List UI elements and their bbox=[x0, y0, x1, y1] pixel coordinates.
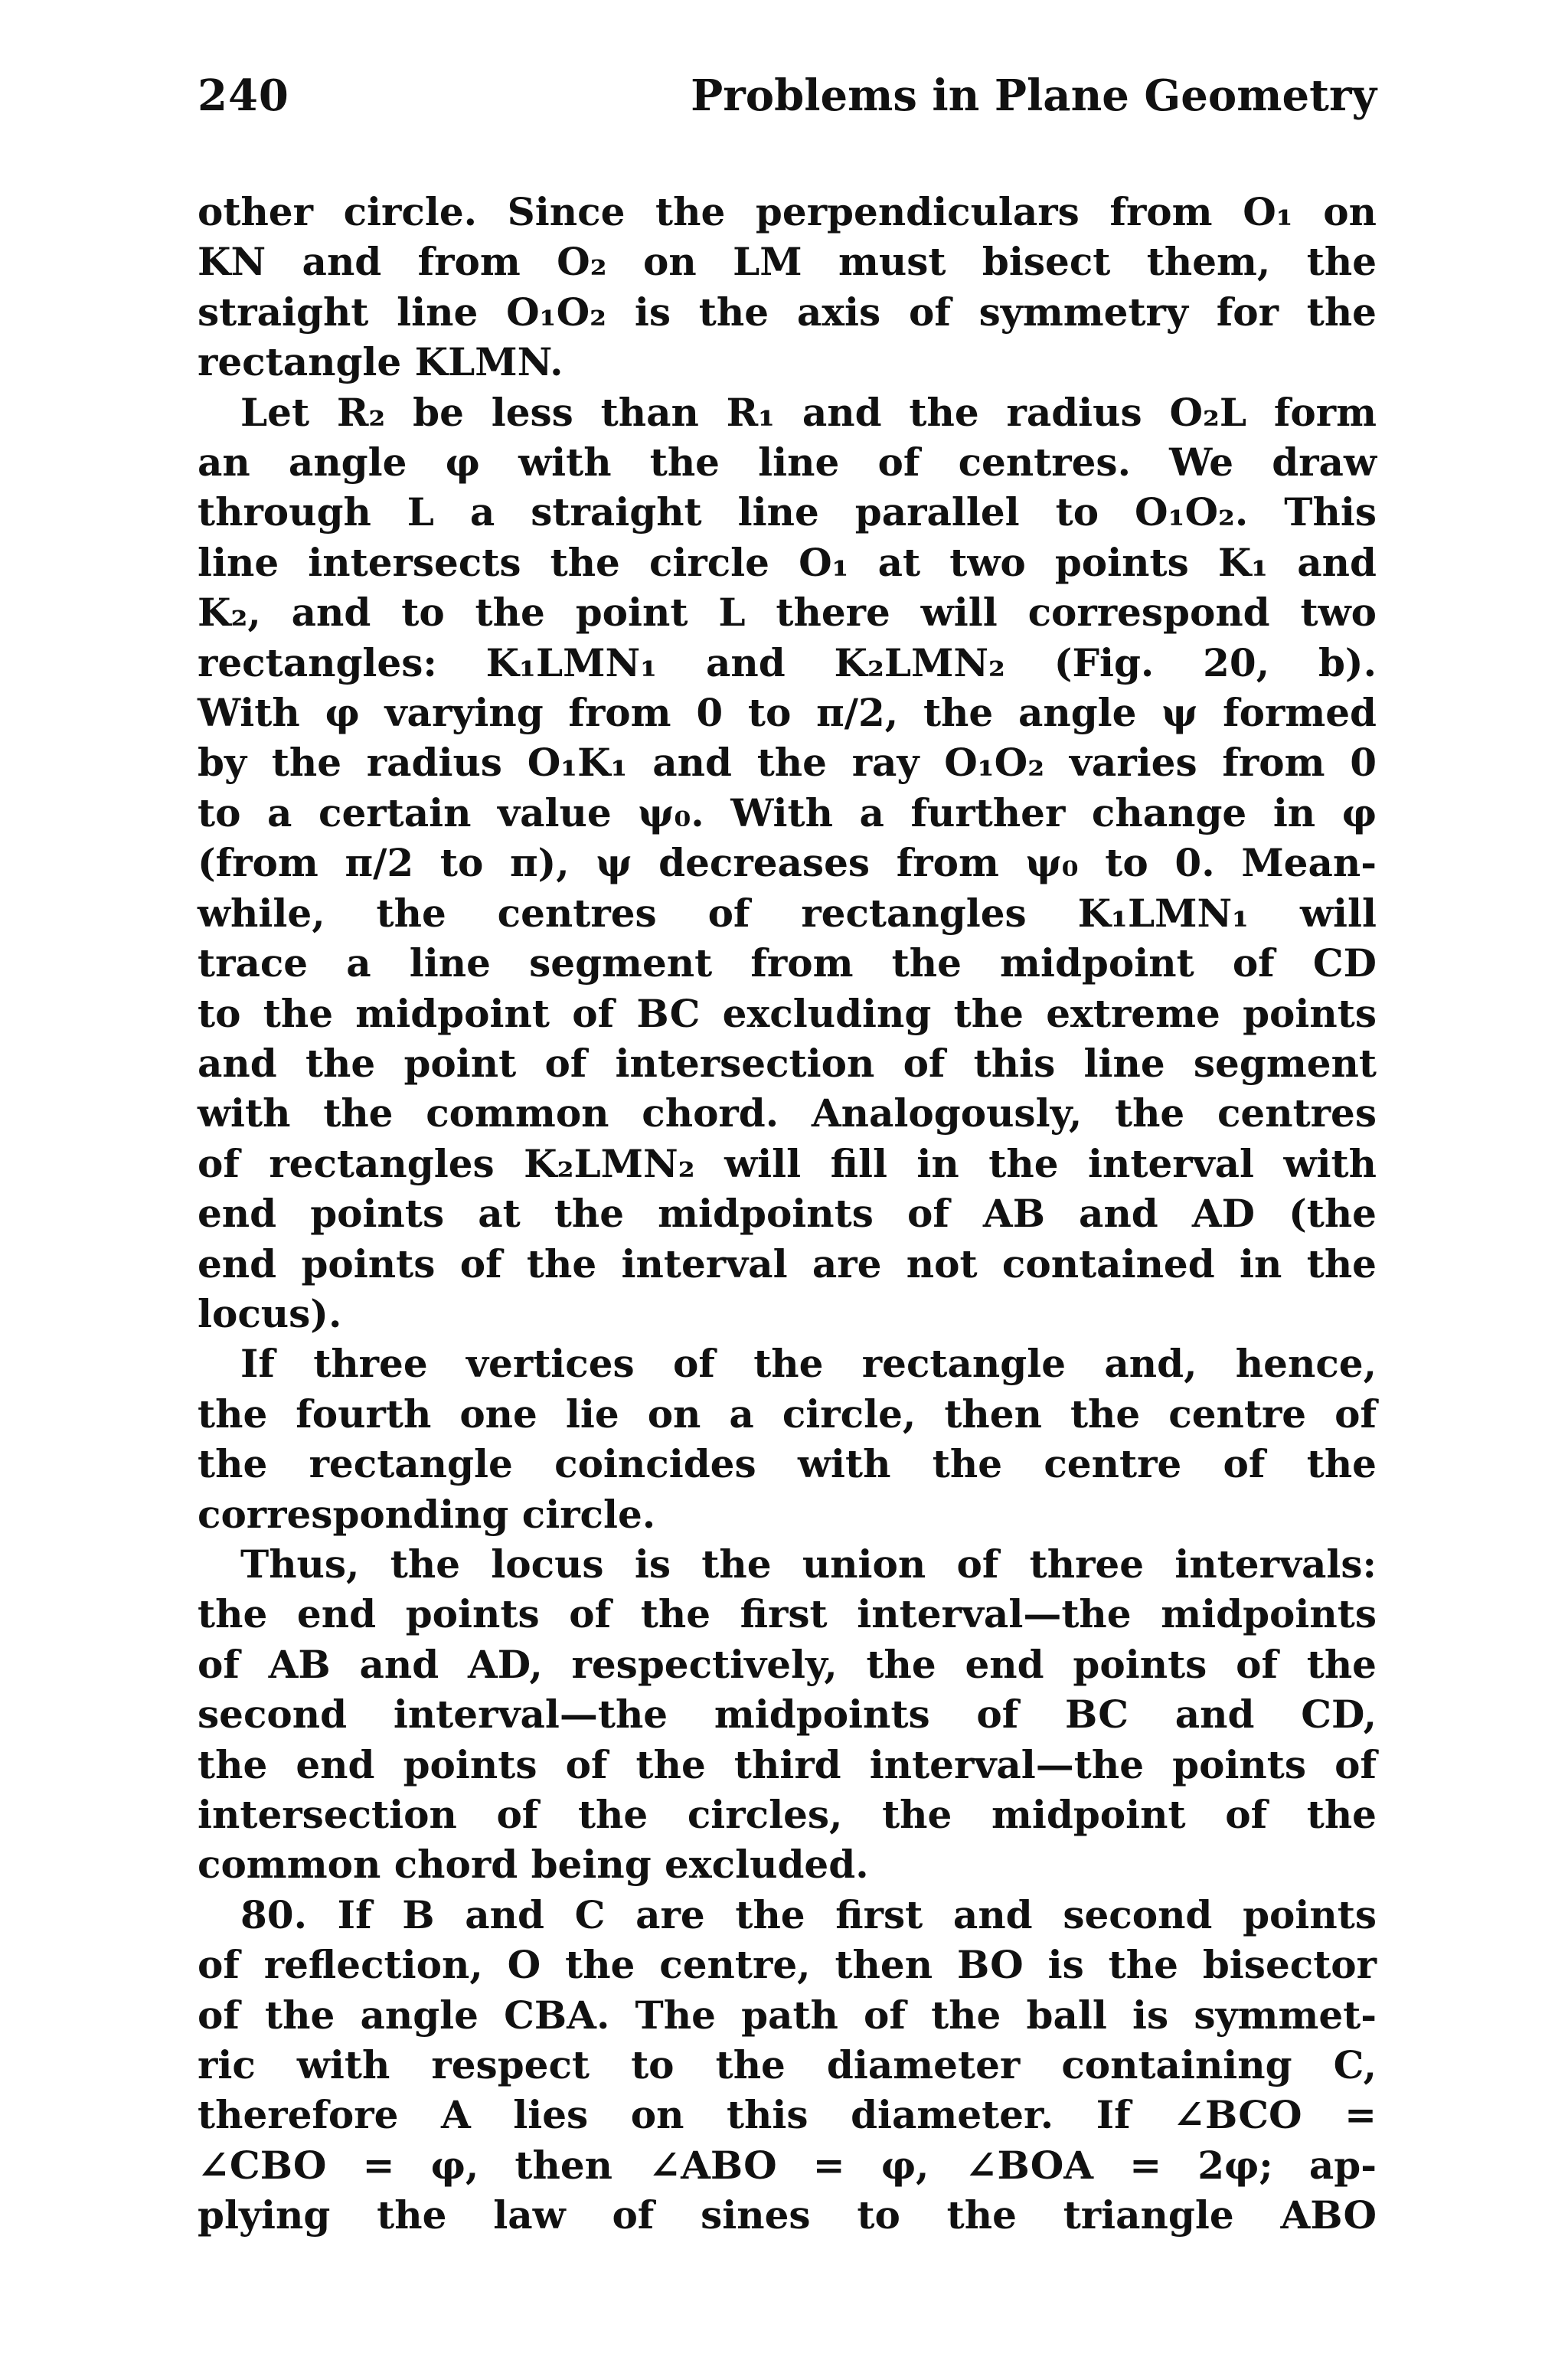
text-line: (from π/2 to π), ψ decreases from ψ₀ to 0. Mean- bbox=[198, 840, 1377, 886]
text-line: therefore A lies on this diameter. If ∠BCO = bbox=[198, 2092, 1377, 2138]
text-line: an angle φ with the line of centres. We draw bbox=[198, 440, 1377, 485]
text-line: trace a line segment from the midpoint of CD bbox=[198, 940, 1377, 986]
text-line: plying the law of sines to the triangle ABO bbox=[198, 2192, 1377, 2238]
running-title: Problems in Plane Geometry bbox=[691, 70, 1377, 121]
text-line: end points of the interval are not contained in the bbox=[198, 1241, 1377, 1286]
text-line: by the radius O₁K₁ and the ray O₁O₂ varies from 0 bbox=[198, 740, 1377, 786]
text-line: with the common chord. Analogously, the centres bbox=[198, 1090, 1377, 1136]
text-line: straight line O₁O₂ is the axis of symmetry for the bbox=[198, 289, 1377, 335]
text-line: With φ varying from 0 to π/2, the angle ψ formed bbox=[198, 690, 1377, 736]
text-line: 80. If B and C are the first and second points bbox=[240, 1891, 1377, 1937]
text-line: other circle. Since the perpendiculars from O₁ on bbox=[198, 189, 1377, 234]
text-line: Thus, the locus is the union of three intervals: bbox=[240, 1541, 1377, 1587]
text-line: common chord being excluded. bbox=[198, 1842, 869, 1888]
text-line: of AB and AD, respectively, the end points of the bbox=[198, 1641, 1377, 1687]
text-line: the fourth one lie on a circle, then the centre of bbox=[198, 1391, 1377, 1437]
text-line: of rectangles K₂LMN₂ will fill in the interval with bbox=[198, 1140, 1377, 1186]
text-line: to a certain value ψ₀. With a further change in φ bbox=[198, 790, 1377, 835]
text-line: line intersects the circle O₁ at two points K₁ and bbox=[198, 539, 1377, 585]
text-line: of the angle CBA. The path of the ball is symmet- bbox=[198, 1992, 1377, 2038]
text-line: the end points of the first interval—the midpoints bbox=[198, 1591, 1377, 1637]
text-line: K₂, and to the point L there will correspond two bbox=[198, 590, 1377, 636]
text-line: rectangles: K₁LMN₁ and K₂LMN₂ (Fig. 20, b). bbox=[198, 639, 1377, 685]
text-line: the rectangle coincides with the centre of the bbox=[198, 1441, 1377, 1487]
page-number: 240 bbox=[198, 70, 289, 121]
text-line: locus). bbox=[198, 1290, 342, 1336]
body-text bbox=[198, 187, 1377, 2241]
text-line: corresponding circle. bbox=[198, 1491, 656, 1537]
text-line: ∠CBO = φ, then ∠ABO = φ, ∠BOA = 2φ; ap- bbox=[198, 2142, 1377, 2188]
text-line: If three vertices of the rectangle and, hence, bbox=[240, 1341, 1377, 1387]
text-line: rectangle KLMN. bbox=[198, 339, 564, 385]
running-header bbox=[198, 70, 1377, 139]
text-line: intersection of the circles, the midpoint of the bbox=[198, 1792, 1377, 1837]
text-line: Let R₂ be less than R₁ and the radius O₂L form bbox=[240, 389, 1377, 435]
text-line: the end points of the third interval—the points of bbox=[198, 1741, 1377, 1787]
text-line: through L a straight line parallel to O₁O₂. This bbox=[198, 489, 1377, 535]
text-line: ric with respect to the diameter containing C, bbox=[198, 2042, 1377, 2088]
text-line: and the point of intersection of this line segment bbox=[198, 1040, 1377, 1086]
text-line: end points at the midpoints of AB and AD (the bbox=[198, 1191, 1377, 1237]
text-line: to the midpoint of BC excluding the extreme points bbox=[198, 990, 1377, 1036]
text-line: of reflection, O the centre, then BO is the bisector bbox=[198, 1942, 1377, 1988]
text-line: while, the centres of rectangles K₁LMN₁ will bbox=[198, 890, 1377, 936]
text-line: second interval—the midpoints of BC and CD, bbox=[198, 1692, 1377, 1738]
book-page bbox=[198, 70, 1377, 2241]
text-line: KN and from O₂ on LM must bisect them, the bbox=[198, 239, 1377, 285]
